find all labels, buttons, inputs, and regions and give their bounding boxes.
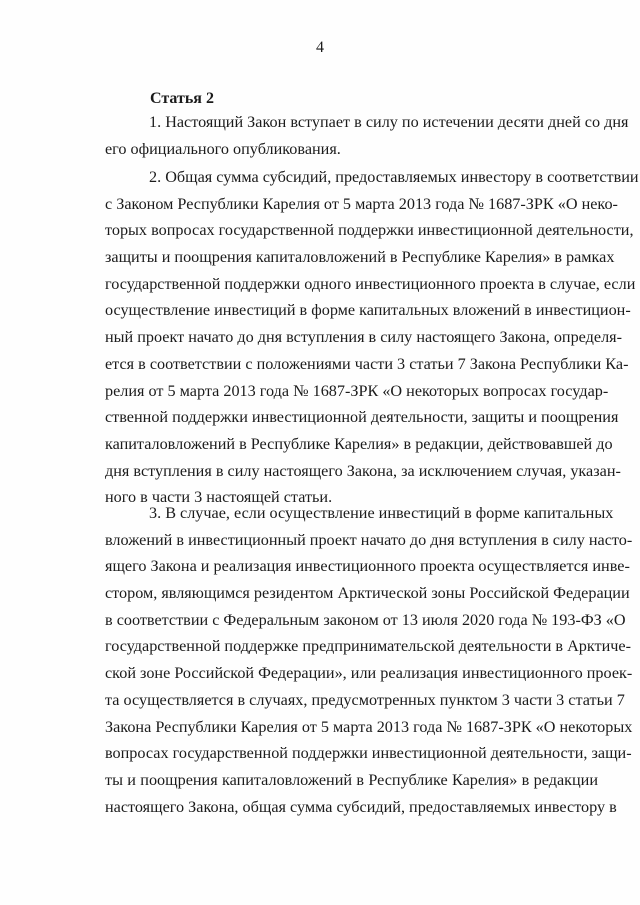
paragraph-line: осуществление инвестиций в форме капитальных вложений в инвестицион-	[105, 301, 631, 320]
paragraph-line: государственной поддержки одного инвестиционного проекта в случае, если	[105, 274, 636, 293]
paragraph-line: вопросах государственной поддержки инвестиционной деятельности, защи-	[105, 744, 632, 763]
paragraph-line: с Законом Республики Карелия от 5 марта 2013 года № 1687-ЗРК «О неко-	[105, 194, 618, 213]
paragraph-line: ской зоне Российской Федерации», или реализация инвестиционного проек-	[105, 664, 633, 683]
paragraph-3	[105, 500, 633, 820]
paragraph-line: в соответствии с Федеральным законом от 13 июля 2020 года № 193-ФЗ «О	[105, 610, 626, 629]
paragraph-line: релия от 5 марта 2013 года № 1687-ЗРК «О некоторых вопросах государ-	[105, 381, 609, 400]
paragraph-line: вложений в инвестиционный проект начато до дня вступления в силу насто-	[105, 530, 633, 549]
paragraph-line: та осуществляется в случаях, предусмотренных пунктом 3 части 3 статьи 7	[105, 690, 625, 709]
paragraph-line: ный проект начато до дня вступления в силу настоящего Закона, определя-	[105, 328, 622, 347]
paragraph-line: ется в соответствии с положениями части 3 статьи 7 Закона Республики Ка-	[105, 354, 629, 373]
paragraph-line: торых вопросах государственной поддержки инвестиционной деятельности,	[105, 221, 634, 240]
paragraph-line: защиты и поощрения капиталовложений в Республике Карелия» в рамках	[105, 248, 615, 267]
paragraph-2	[105, 164, 639, 511]
paragraph-line: 3. В случае, если осуществление инвестиций в форме капитальных	[149, 504, 614, 522]
paragraph-line: ты и поощрения капиталовложений в Республике Карелия» в редакции	[105, 770, 598, 789]
article-heading: Статья 2	[150, 90, 214, 107]
paragraph-line: дня вступления в силу настоящего Закона, за исключением случая, указан-	[105, 461, 621, 480]
paragraph-line: 1. Настоящий Закон вступает в силу по истечении десяти дней со дня	[149, 113, 629, 131]
paragraph-line: 2. Общая сумма субсидий, предоставляемых инвестору в соответствии	[149, 168, 639, 186]
paragraph-line: ящего Закона и реализация инвестиционного проекта осуществляется инве-	[105, 557, 630, 576]
paragraph-line: капиталовложений в Республике Карелия» в редакции, действовавшей до	[105, 434, 613, 453]
page-number: 4	[316, 39, 324, 56]
paragraph-line: Закона Республики Карелия от 5 марта 2013 года № 1687-ЗРК «О некоторых	[105, 717, 633, 736]
paragraph-line: настоящего Закона, общая сумма субсидий, предоставляемых инвестору в	[105, 797, 617, 816]
paragraph-line: государственной поддержке предпринимательской деятельности в Арктиче-	[105, 637, 631, 656]
paragraph-line: стором, являющимся резидентом Арктической зоны Российской Федерации	[105, 584, 630, 603]
paragraph-1	[105, 109, 629, 162]
paragraph-line: его официального опубликования.	[105, 139, 341, 158]
paragraph-line: ного в части 3 настоящей статьи.	[105, 488, 333, 507]
paragraph-line: ственной поддержки инвестиционной деятельности, защиты и поощрения	[105, 408, 619, 427]
